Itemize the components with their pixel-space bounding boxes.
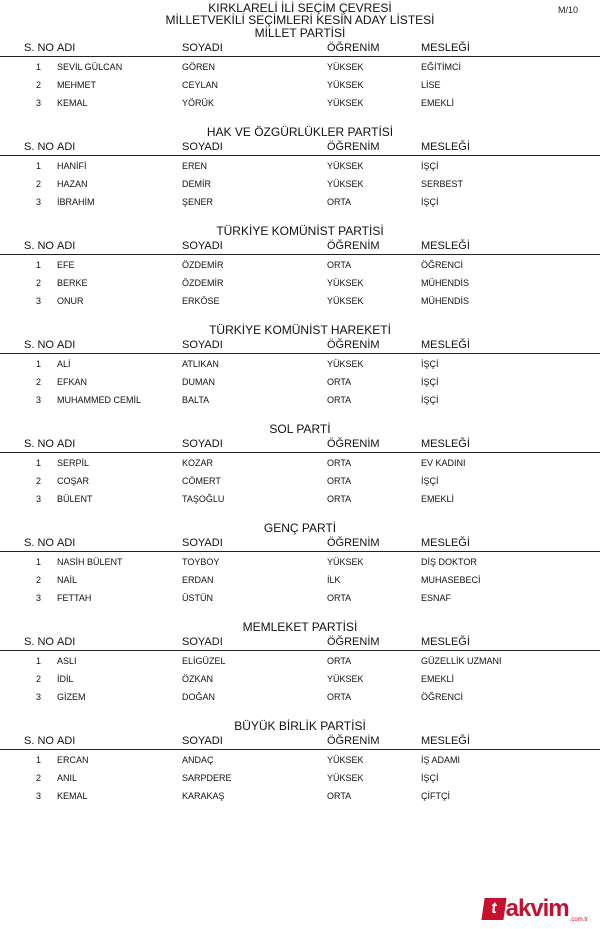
candidate-ad: KEMAL <box>57 98 88 108</box>
candidate-ogrenim: YÜKSEK <box>327 80 364 90</box>
candidate-ad: NASİH BÜLENT <box>57 557 123 567</box>
candidate-row <box>0 588 600 606</box>
candidate-ad: NAİL <box>57 575 78 585</box>
candidate-ad: GİZEM <box>57 692 86 702</box>
candidate-soyad: CEYLAN <box>182 80 219 90</box>
candidate-ad: SEVİL GÜLCAN <box>57 62 123 72</box>
candidate-soyad: EREN <box>182 161 208 171</box>
candidate-ogrenim: YÜKSEK <box>327 674 364 684</box>
party-section <box>0 125 600 210</box>
party-name: TÜRKİYE KOMÜNİST PARTİSİ <box>216 224 384 238</box>
party-section <box>0 719 600 804</box>
candidate-row <box>0 390 600 408</box>
candidate-sno: 3 <box>36 593 42 603</box>
candidate-soyad: CÖMERT <box>182 476 221 486</box>
candidate-row <box>0 75 600 93</box>
candidate-ad: EFKAN <box>57 377 88 387</box>
candidate-soyad: GÖREN <box>182 62 216 72</box>
candidate-ad: MEHMET <box>57 80 96 90</box>
column-header-ad: ADI <box>57 636 76 648</box>
candidate-sno: 3 <box>36 197 42 207</box>
takvim-watermark-logo <box>483 895 588 923</box>
candidate-sno: 3 <box>36 791 42 801</box>
header-line-1: KIRKLARELİ İLİ SEÇİM ÇEVRESİ <box>208 1 392 15</box>
candidate-row <box>0 192 600 210</box>
candidate-sno: 3 <box>36 395 42 405</box>
candidate-ogrenim: YÜKSEK <box>327 161 364 171</box>
candidate-ogrenim: ORTA <box>327 395 352 405</box>
candidate-sno: 1 <box>36 557 42 567</box>
column-header-sno: S. NO <box>24 42 54 54</box>
candidate-meslek: İŞÇİ <box>421 395 439 405</box>
candidate-soyad: ELİGÜZEL <box>182 656 226 666</box>
column-header-row <box>0 733 600 750</box>
candidate-meslek: EMEKLİ <box>421 494 455 504</box>
party-section <box>0 422 600 507</box>
candidate-soyad: ANDAÇ <box>182 755 214 765</box>
column-header-row <box>0 535 600 552</box>
candidate-sno: 2 <box>36 179 42 189</box>
candidate-ad: BERKE <box>57 278 88 288</box>
column-header-sno: S. NO <box>24 438 54 450</box>
column-header-sno: S. NO <box>24 240 54 252</box>
candidate-row <box>0 291 600 309</box>
candidate-sno: 3 <box>36 692 42 702</box>
candidate-soyad: DOĞAN <box>182 692 216 702</box>
candidate-meslek: İŞÇİ <box>421 476 439 486</box>
candidate-soyad: ÖZDEMİR <box>182 278 224 288</box>
column-header-soyad: SOYADI <box>182 339 223 351</box>
column-header-ad: ADI <box>57 438 76 450</box>
candidate-sno: 1 <box>36 62 42 72</box>
header-line-2: MİLLETVEKİLİ SEÇİMLERİ KESİN ADAY LİSTESİ <box>165 13 435 27</box>
column-header-meslek: MESLEĞİ <box>421 141 470 153</box>
column-header-row <box>0 436 600 453</box>
column-header-sno: S. NO <box>24 636 54 648</box>
candidate-ogrenim: ORTA <box>327 791 352 801</box>
candidate-row <box>0 669 600 687</box>
column-header-sno: S. NO <box>24 141 54 153</box>
column-header-ogrenim: ÖĞRENİM <box>327 438 380 450</box>
candidate-ad: İBRAHİM <box>57 197 95 207</box>
candidate-meslek: ÇİFTÇİ <box>421 791 450 801</box>
candidate-ogrenim: ORTA <box>327 458 352 468</box>
candidate-meslek: EV KADINI <box>421 458 466 468</box>
candidate-meslek: EĞİTİMCİ <box>421 62 461 72</box>
column-header-ad: ADI <box>57 141 76 153</box>
candidate-soyad: TOYBOY <box>182 557 220 567</box>
candidate-ad: EFE <box>57 260 75 270</box>
page-code: M/10 <box>557 5 578 15</box>
column-header-meslek: MESLEĞİ <box>421 42 470 54</box>
column-header-ad: ADI <box>57 240 76 252</box>
takvim-logo-suffix: .com.tr <box>569 917 588 923</box>
candidate-ogrenim: YÜKSEK <box>327 773 364 783</box>
candidate-ogrenim: YÜKSEK <box>327 359 364 369</box>
takvim-logo-text: akvim <box>505 895 569 922</box>
candidate-meslek: MÜHENDİS <box>421 278 470 288</box>
candidate-soyad: SARPDERE <box>182 773 232 783</box>
party-name: SOL PARTİ <box>269 422 331 436</box>
candidate-sno: 3 <box>36 494 42 504</box>
candidate-row <box>0 768 600 786</box>
candidate-ogrenim: ORTA <box>327 494 352 504</box>
candidate-row <box>0 786 600 804</box>
candidate-ad: ERCAN <box>57 755 89 765</box>
candidate-ad: HANİFİ <box>57 161 87 171</box>
column-header-ogrenim: ÖĞRENİM <box>327 339 380 351</box>
candidate-row <box>0 570 600 588</box>
candidate-row <box>0 750 600 768</box>
candidate-ad: COŞAR <box>57 476 90 486</box>
candidate-row <box>0 273 600 291</box>
candidate-ogrenim: YÜKSEK <box>327 278 364 288</box>
candidate-soyad: DEMİR <box>182 179 211 189</box>
candidate-soyad: ÜSTÜN <box>182 593 213 603</box>
candidate-ogrenim: YÜKSEK <box>327 755 364 765</box>
candidate-row <box>0 57 600 75</box>
candidate-ogrenim: ORTA <box>327 260 352 270</box>
candidate-row <box>0 174 600 192</box>
candidate-ogrenim: ORTA <box>327 593 352 603</box>
candidate-ad: HAZAN <box>57 179 88 189</box>
candidate-soyad: YÖRÜK <box>182 98 215 108</box>
candidate-sno: 2 <box>36 278 42 288</box>
candidate-ogrenim: İLK <box>327 575 341 585</box>
candidate-meslek: İŞÇİ <box>421 359 439 369</box>
candidate-sno: 2 <box>36 377 42 387</box>
candidate-meslek: MÜHENDİS <box>421 296 470 306</box>
column-header-ad: ADI <box>57 537 76 549</box>
column-header-soyad: SOYADI <box>182 735 223 747</box>
candidate-ad: SERPİL <box>57 458 90 468</box>
column-header-row <box>0 634 600 651</box>
candidate-soyad: ÖZKAN <box>182 674 214 684</box>
column-header-ogrenim: ÖĞRENİM <box>327 141 380 153</box>
candidate-row <box>0 687 600 705</box>
column-header-ad: ADI <box>57 42 76 54</box>
candidate-ogrenim: ORTA <box>327 692 352 702</box>
candidate-ad: KEMAL <box>57 791 88 801</box>
candidate-row <box>0 255 600 273</box>
column-header-meslek: MESLEĞİ <box>421 438 470 450</box>
column-header-ad: ADI <box>57 339 76 351</box>
candidate-soyad: ÖZDEMİR <box>182 260 224 270</box>
candidate-ad: ALİ <box>57 359 71 369</box>
candidate-sno: 1 <box>36 458 42 468</box>
candidate-meslek: SERBEST <box>421 179 464 189</box>
column-header-row <box>0 139 600 156</box>
candidate-meslek: İŞÇİ <box>421 377 439 387</box>
candidate-row <box>0 354 600 372</box>
candidate-sno: 3 <box>36 296 42 306</box>
candidate-soyad: ERKÖSE <box>182 296 220 306</box>
column-header-ogrenim: ÖĞRENİM <box>327 537 380 549</box>
candidate-sno: 2 <box>36 575 42 585</box>
candidate-ogrenim: YÜKSEK <box>327 62 364 72</box>
column-header-ad: ADI <box>57 735 76 747</box>
column-header-row <box>0 337 600 354</box>
candidate-sno: 1 <box>36 260 42 270</box>
candidate-soyad: KOZAR <box>182 458 214 468</box>
candidate-sno: 1 <box>36 656 42 666</box>
column-header-ogrenim: ÖĞRENİM <box>327 240 380 252</box>
column-header-sno: S. NO <box>24 735 54 747</box>
party-section <box>0 521 600 606</box>
candidate-soyad: BALTA <box>182 395 210 405</box>
candidate-soyad: ATLIKAN <box>182 359 219 369</box>
candidate-sno: 3 <box>36 98 42 108</box>
candidate-soyad: TAŞOĞLU <box>182 494 225 504</box>
candidate-sno: 1 <box>36 755 42 765</box>
candidate-soyad: ERDAN <box>182 575 214 585</box>
candidate-row <box>0 651 600 669</box>
candidate-sno: 2 <box>36 476 42 486</box>
candidate-meslek: GÜZELLİK UZMANI <box>421 656 502 666</box>
column-header-ogrenim: ÖĞRENİM <box>327 636 380 648</box>
candidate-row <box>0 93 600 111</box>
party-name: GENÇ PARTİ <box>263 521 337 535</box>
party-name: MEMLEKET PARTİSİ <box>242 620 358 634</box>
candidate-ad: MUHAMMED CEMİL <box>57 395 142 405</box>
candidate-ad: ONUR <box>57 296 84 306</box>
column-header-meslek: MESLEĞİ <box>421 240 470 252</box>
candidate-meslek: ESNAF <box>421 593 452 603</box>
party-section <box>0 620 600 705</box>
candidate-row <box>0 453 600 471</box>
candidate-sno: 2 <box>36 773 42 783</box>
candidate-meslek: İŞÇİ <box>421 161 439 171</box>
candidate-sno: 1 <box>36 161 42 171</box>
candidate-ad: BÜLENT <box>57 494 93 504</box>
candidate-meslek: İŞ ADAMI <box>421 755 461 765</box>
column-header-soyad: SOYADI <box>182 636 223 648</box>
candidate-ogrenim: YÜKSEK <box>327 179 364 189</box>
candidate-ad: ASLI <box>57 656 77 666</box>
candidate-meslek: İŞÇİ <box>421 197 439 207</box>
candidate-sno: 1 <box>36 359 42 369</box>
column-header-soyad: SOYADI <box>182 240 223 252</box>
candidate-ad: İDİL <box>57 674 74 684</box>
takvim-logo-box: t <box>481 898 506 920</box>
party-section <box>0 26 600 111</box>
party-name: TÜRKİYE KOMÜNİST HAREKETİ <box>209 323 391 337</box>
column-header-soyad: SOYADI <box>182 537 223 549</box>
document-header <box>0 0 600 26</box>
candidate-meslek: DİŞ DOKTOR <box>421 557 477 567</box>
party-section <box>0 323 600 408</box>
column-header-row <box>0 238 600 255</box>
column-header-ogrenim: ÖĞRENİM <box>327 735 380 747</box>
candidate-meslek: MUHASEBECİ <box>421 575 481 585</box>
column-header-soyad: SOYADI <box>182 42 223 54</box>
candidate-ogrenim: ORTA <box>327 476 352 486</box>
candidate-soyad: ŞENER <box>182 197 214 207</box>
candidate-sno: 2 <box>36 80 42 90</box>
candidate-ogrenim: ORTA <box>327 197 352 207</box>
candidate-ad: ANIL <box>57 773 78 783</box>
candidate-ogrenim: YÜKSEK <box>327 557 364 567</box>
column-header-meslek: MESLEĞİ <box>421 537 470 549</box>
party-section <box>0 224 600 309</box>
candidate-row <box>0 372 600 390</box>
candidate-ad: FETTAH <box>57 593 92 603</box>
candidate-meslek: ÖĞRENCİ <box>421 260 464 270</box>
column-header-meslek: MESLEĞİ <box>421 735 470 747</box>
candidate-row <box>0 489 600 507</box>
column-header-meslek: MESLEĞİ <box>421 339 470 351</box>
candidate-ogrenim: YÜKSEK <box>327 296 364 306</box>
candidate-row <box>0 552 600 570</box>
candidate-soyad: KARAKAŞ <box>182 791 225 801</box>
party-name: BÜYÜK BİRLİK PARTİSİ <box>234 719 366 733</box>
column-header-soyad: SOYADI <box>182 438 223 450</box>
candidate-ogrenim: ORTA <box>327 656 352 666</box>
party-name: HAK VE ÖZGÜRLÜKLER PARTİSİ <box>206 125 394 139</box>
candidate-row <box>0 156 600 174</box>
column-header-sno: S. NO <box>24 339 54 351</box>
candidate-meslek: ÖĞRENCİ <box>421 692 464 702</box>
column-header-meslek: MESLEĞİ <box>421 636 470 648</box>
candidate-row <box>0 471 600 489</box>
candidate-soyad: DUMAN <box>182 377 215 387</box>
column-header-ogrenim: ÖĞRENİM <box>327 42 380 54</box>
column-header-row <box>0 40 600 57</box>
candidate-sno: 2 <box>36 674 42 684</box>
column-header-sno: S. NO <box>24 537 54 549</box>
candidate-ogrenim: YÜKSEK <box>327 98 364 108</box>
candidate-meslek: EMEKLİ <box>421 98 455 108</box>
party-list <box>0 26 600 804</box>
candidate-meslek: LİSE <box>421 80 441 90</box>
candidate-ogrenim: ORTA <box>327 377 352 387</box>
party-name: MİLLET PARTİSİ <box>254 26 346 40</box>
column-header-soyad: SOYADI <box>182 141 223 153</box>
candidate-meslek: İŞÇİ <box>421 773 439 783</box>
candidate-meslek: EMEKLİ <box>421 674 455 684</box>
